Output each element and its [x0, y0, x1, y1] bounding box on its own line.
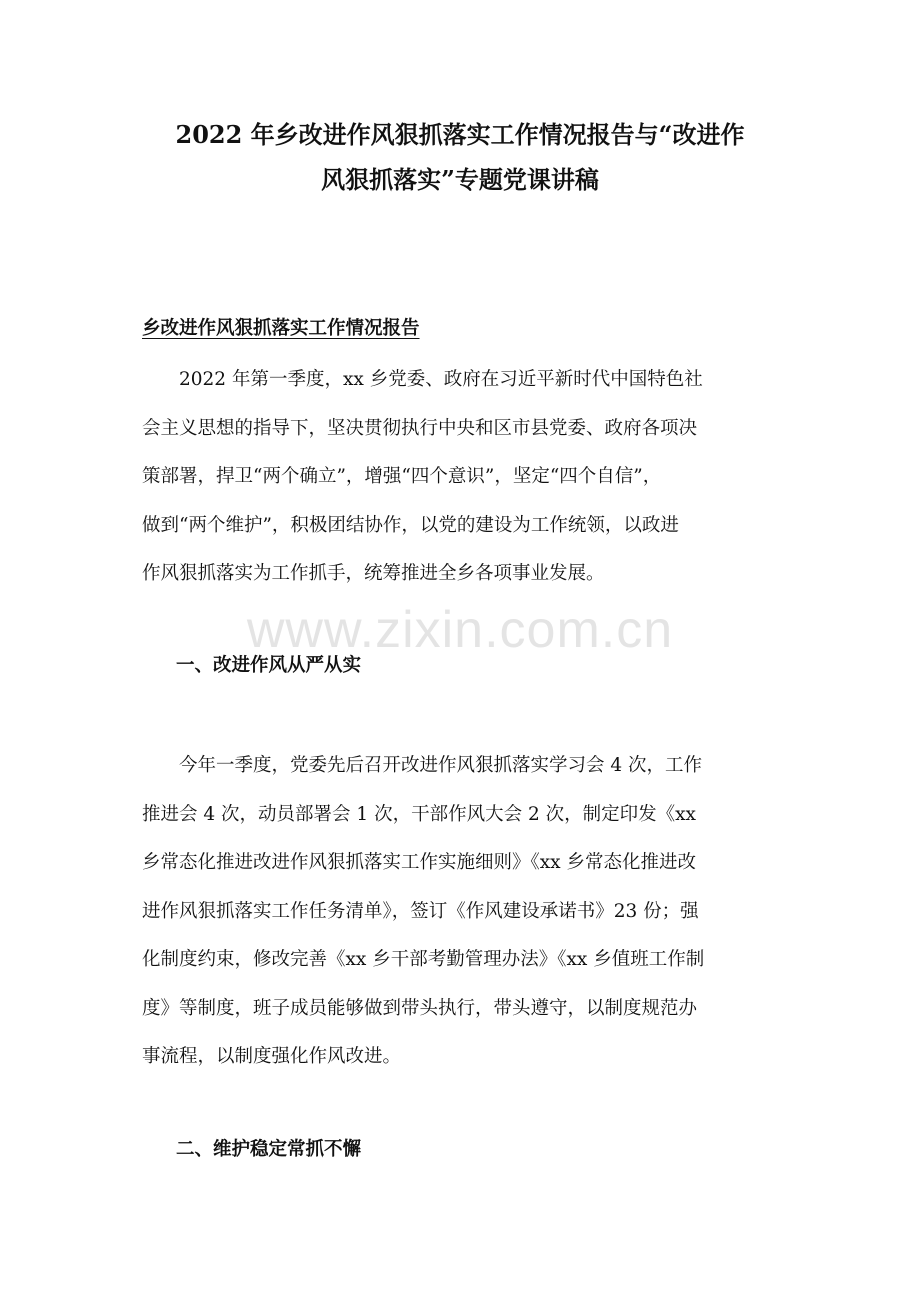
- paragraph-line: 今年一季度，党委先后召开改进作风狠抓落实学习会 4 次，工作: [179, 755, 703, 776]
- paragraph-intro: [142, 356, 782, 599]
- paragraph-line: 度》等制度，班子成员能够做到带头执行，带头遵守，以制度规范办: [142, 997, 698, 1019]
- watermark: www.zixin.com.cn: [246, 601, 674, 659]
- title-line: 风狠抓落实”专题党课讲稿: [321, 165, 599, 194]
- paragraph-line: 推进会 4 次，动员部署会 1 次，干部作风大会 2 次，制定印发《xx: [142, 803, 696, 825]
- paragraph-section-1: [142, 742, 782, 1082]
- document-title: [120, 112, 800, 202]
- report-subtitle: 乡改进作风狠抓落实工作情况报告: [142, 318, 420, 339]
- paragraph-line: 作风狠抓落实为工作抓手，统筹推进全乡各项事业发展。: [142, 563, 605, 584]
- section-heading-1: 一、改进作风从严从实: [176, 655, 362, 676]
- paragraph-line: 事流程，以制度强化作风改进。: [142, 1046, 402, 1067]
- paragraph-line: 化制度约束，修改完善《xx 乡干部考勤管理办法》《xx 乡值班工作制: [142, 949, 705, 970]
- paragraph-line: 进作风狠抓落实工作任务清单》，签订《作风建设承诺书》23 份；强: [142, 900, 699, 922]
- paragraph-line: 做到“两个维护”，积极团结协作，以党的建设为工作统领，以政进: [142, 514, 679, 536]
- paragraph-line: 策部署，捍卫“两个确立”，增强“四个意识”，坚定“四个自信”，: [142, 466, 662, 487]
- paragraph-line: 2022 年第一季度，xx 乡党委、政府在习近平新时代中国特色社: [179, 369, 703, 390]
- paragraph-line: 乡常态化推进改进作风狠抓落实工作实施细则》《xx 乡常态化推进改: [142, 852, 696, 873]
- section-heading-2: 二、维护稳定常抓不懈: [176, 1139, 362, 1160]
- title-line: 2022 年乡改进作风狠抓落实工作情况报告与“改进作: [175, 120, 745, 149]
- paragraph-line: 会主义思想的指导下，坚决贯彻执行中央和区市县党委、政府各项决: [142, 417, 698, 439]
